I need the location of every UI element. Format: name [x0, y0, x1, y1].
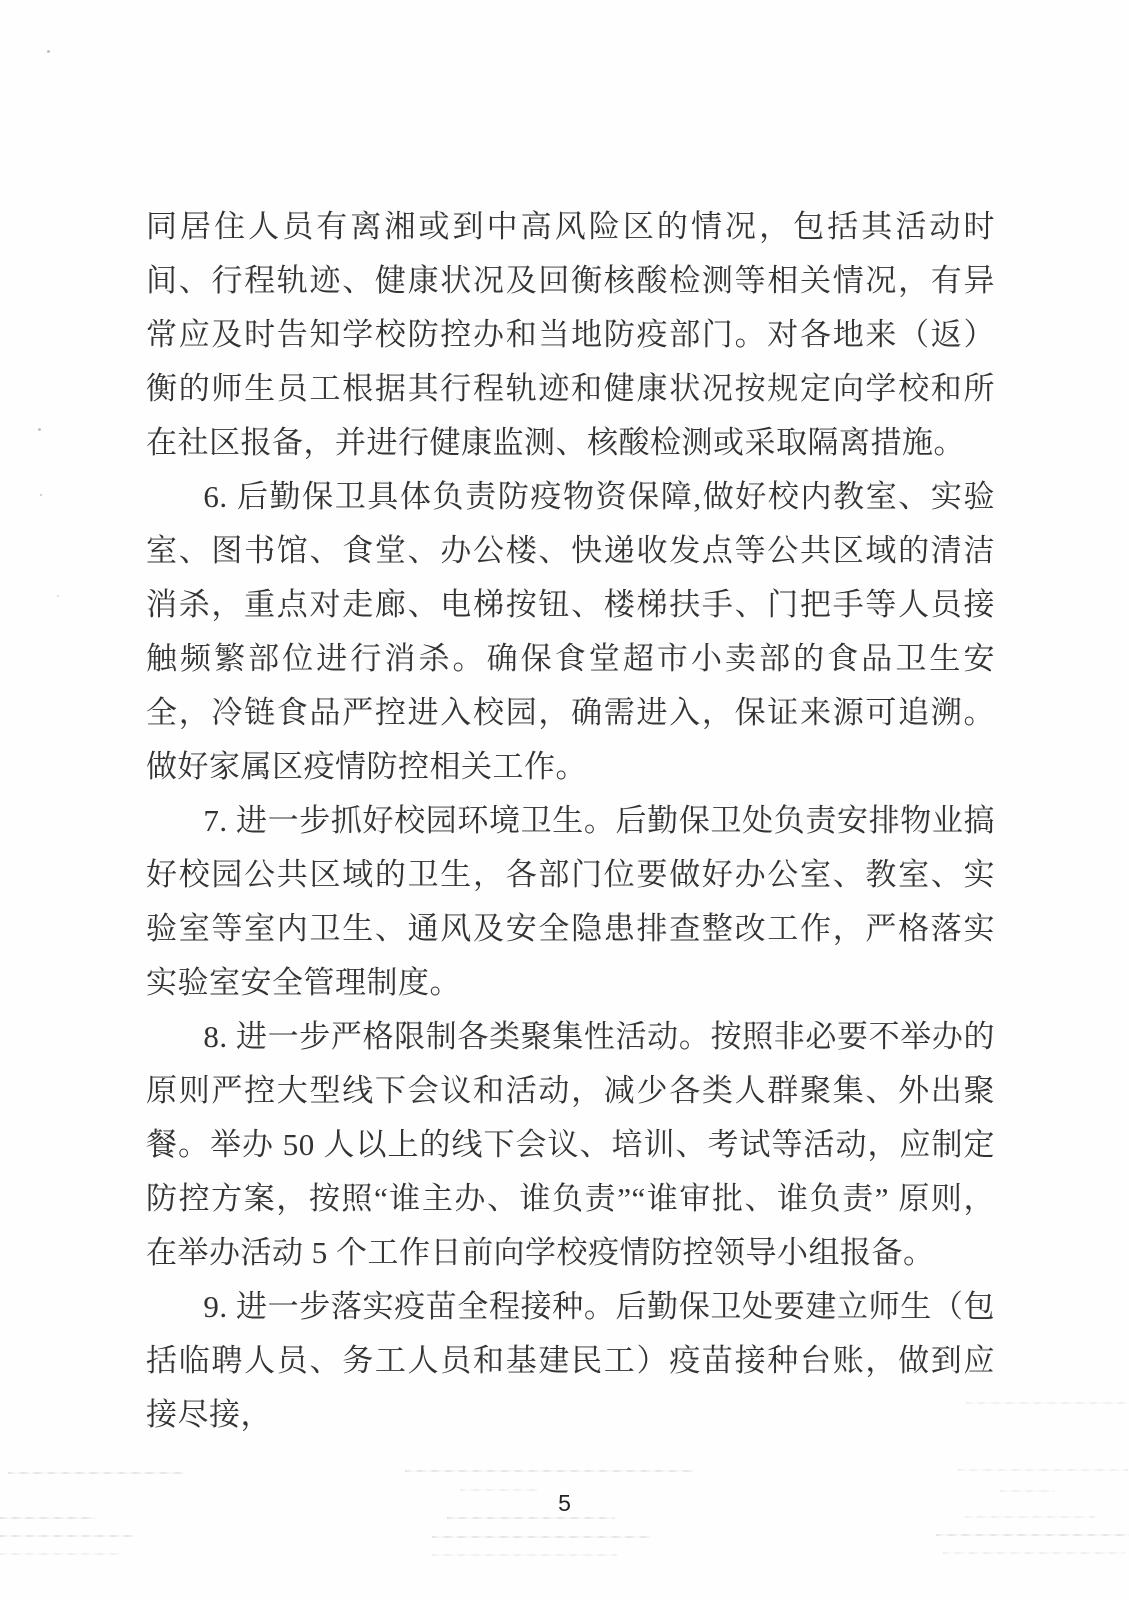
document-body [146, 200, 995, 1442]
paragraph: 7. 进一步抓好校园环境卫生。后勤保卫处负责安排物业搞好校园公共区域的卫生，各部门位要做好办公室、教室、实验室等室内卫生、通风及安全隐患排查整改工作，严格落实实验室安全管理制度。 [146, 803, 995, 1000]
scan-speck [57, 595, 59, 597]
paragraph: 9. 进一步落实疫苗全程接种。后勤保卫处要建立师生（包括临聘人员、务工人员和基建民工）疫苗接种台账，做到应接尽接， [146, 1289, 995, 1432]
scan-streak [965, 1516, 1095, 1518]
scan-streak [943, 1552, 1125, 1554]
scan-streak [460, 1489, 538, 1491]
scan-speck [38, 428, 41, 431]
scan-speck [47, 50, 50, 53]
scan-streak [1000, 1490, 1055, 1492]
scan-streak [447, 1517, 615, 1519]
paragraph: 6. 后勤保卫具体负责防疫物资保障,做好校内教室、实验室、图书馆、食堂、办公楼、快递收发点等公共区域的清洁消杀，重点对走廊、电梯按钮、楼梯扶手、门把手等人员接触频繁部位进行消杀。确保食堂超市小卖部的食品卫生安全，冷链食品严控进入校园，确需进入，保证来源可追溯。做好家属区疫情防控相关工作。 [146, 479, 995, 784]
scan-streak [432, 1536, 650, 1538]
page-number: 5 [558, 1490, 571, 1516]
scan-streak [432, 1554, 617, 1556]
scan-streak [8, 1472, 183, 1474]
scan-streak [0, 1535, 134, 1537]
scan-streak [0, 1517, 95, 1519]
scan-streak [0, 1553, 122, 1555]
scan-streak [958, 1469, 1128, 1471]
scan-streak [405, 1470, 695, 1472]
scan-streak [936, 1534, 1129, 1536]
scan-streak [966, 1402, 1126, 1404]
paragraph: 同居住人员有离湘或到中高风险区的情况，包括其活动时间、行程轨迹、健康状况及回衡核酸检测等相关情况，有异常应及时告知学校防控办和当地防疫部门。对各地来（返）衡的师生员工根据其行程轨迹和健康状况按规定向学校和所在社区报备，并进行健康监测、核酸检测或采取隔离措施。 [146, 209, 995, 460]
paragraph: 8. 进一步严格限制各类聚集性活动。按照非必要不举办的原则严控大型线下会议和活动，减少各类人群聚集、外出聚餐。举办 50 人以上的线下会议、培训、考试等活动，应制定防控方案，按照“谁主办、谁负责”“谁审批、谁负责” 原则，在举办活动 5 个工作日前向学校疫情防控领导小组报备。 [146, 1019, 995, 1270]
scan-speck [40, 494, 42, 496]
